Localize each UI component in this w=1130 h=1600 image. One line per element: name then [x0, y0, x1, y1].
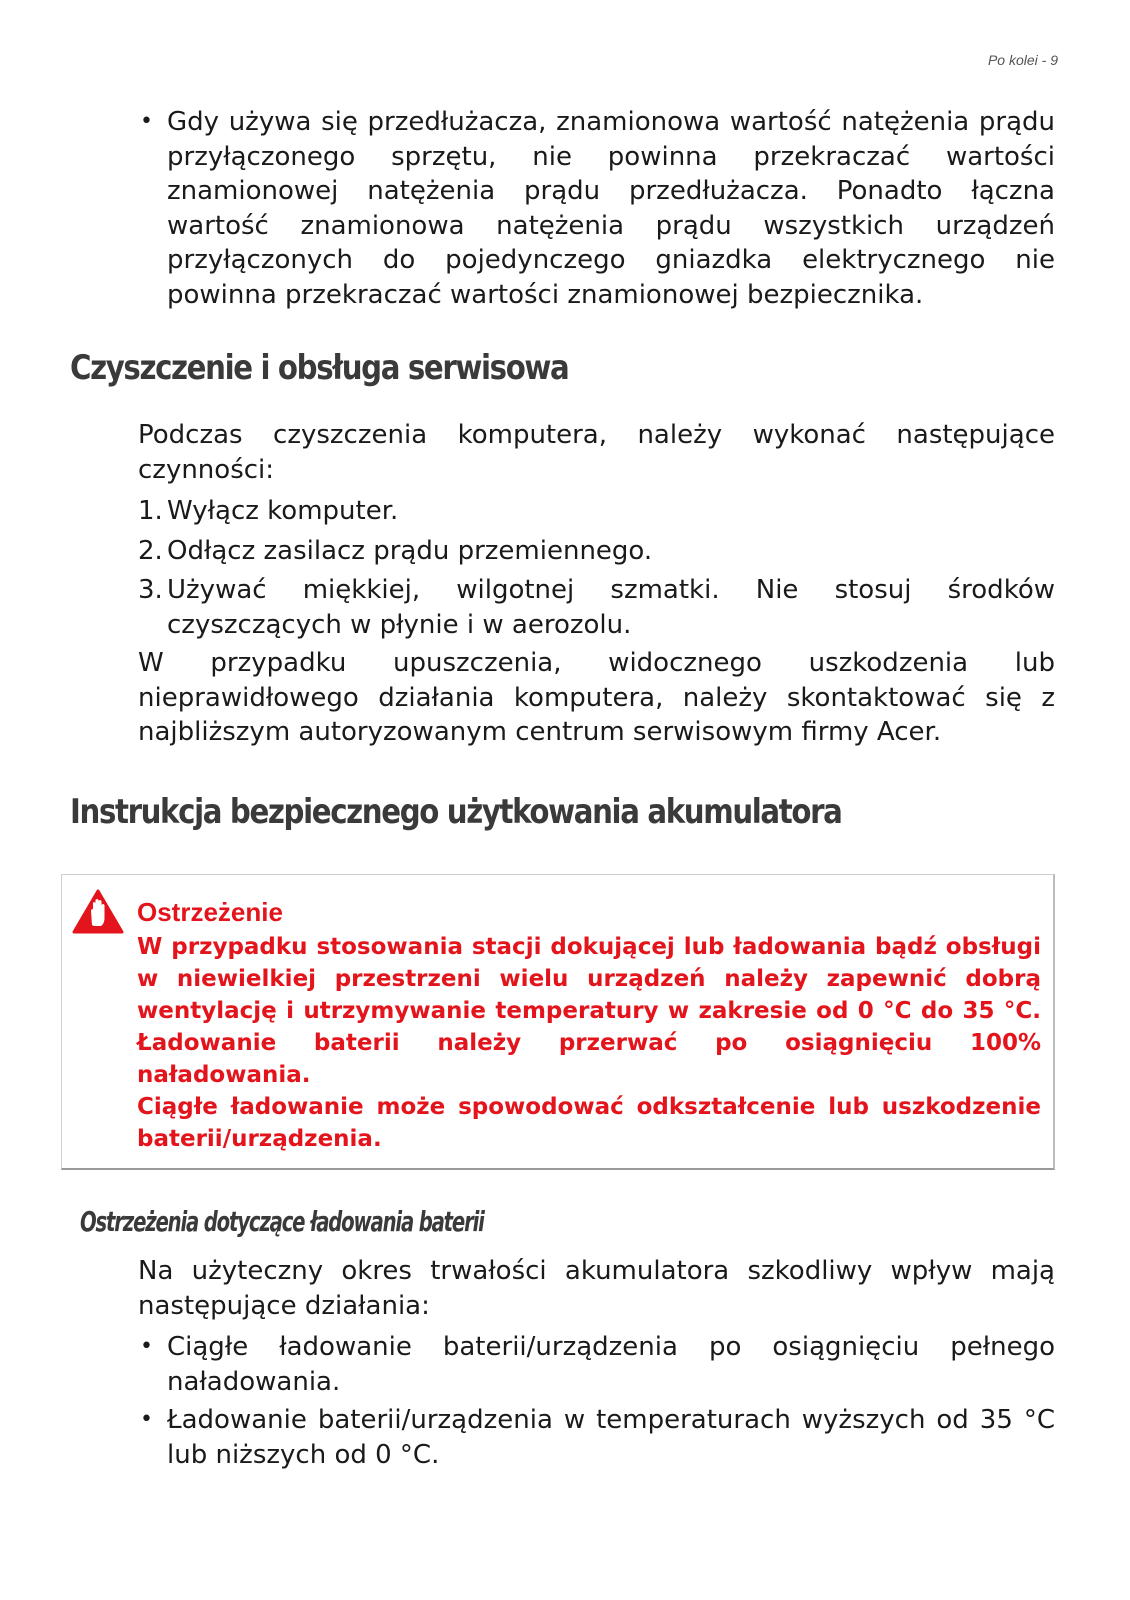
list-item: • Gdy używa się przedłużacza, znamionowa wartość natężenia prądu przyłączonego sprzętu, nie powinna przekraczać wartości znamionowej natężenia prądu przedłużacza. Ponadto łączna wartość znamionowa natężenia prądu wszystkich urządzeń przyłączonych do pojedynczego gniazdka elektrycznego nie powinna przekraczać wartości znamionowej bezpiecznika.: [138, 105, 1055, 312]
step-number: 1.: [138, 496, 163, 526]
section-heading-cleaning: Czyszczenie i obsługa serwisowa: [70, 348, 569, 388]
top-bullet-list: [138, 105, 1055, 316]
list-item: • Ciągłe ładowanie baterii/urządzenia po osiągnięciu pełnego naładowania.: [138, 1330, 1055, 1399]
warning-box: [61, 874, 1055, 1170]
subheading-battery-charging: Ostrzeżenia dotyczące ładowania baterii: [80, 1205, 484, 1238]
list-item: [138, 534, 1055, 569]
step-text: Odłącz zasilacz prądu przemiennego.: [167, 535, 653, 566]
cleaning-steps: [138, 494, 1055, 647]
step-text: Wyłącz komputer.: [167, 496, 399, 526]
warning-paragraph: W przypadku stosowania stacji dokującej lub ładowania bądź obsługi w niewielkiej przestrzeni wielu urządzeń należy zapewnić dobrą wentylację i utrzymywanie temperatury w zakresie od 0 °C do 35 °C. Ładowanie baterii należy przerwać po osiągnięciu 100% naładowania.: [137, 934, 1041, 1088]
cleaning-note: W przypadku upuszczenia, widocznego uszkodzenia lub nieprawidłowego działania komputera, należy skontaktować się z najbliższym autoryzowanym centrum serwisowym firmy Acer.: [138, 648, 1055, 747]
page-header-label: Po kolei - 9: [987, 52, 1058, 68]
step-text: Używać miękkiej, wilgotnej szmatki. Nie stosuj środków czyszczących w płynie i w aerozolu.: [167, 575, 1055, 640]
battery-intro: Na użyteczny okres trwałości akumulatora szkodliwy wpływ mają następujące działania:: [138, 1256, 1055, 1321]
battery-bullet-list: [138, 1330, 1055, 1476]
step-number: 3.: [138, 575, 163, 605]
warning-text: [137, 931, 1041, 1155]
list-item: [138, 494, 1055, 529]
warning-hand-icon: [72, 889, 124, 939]
list-item: • Ładowanie baterii/urządzenia w temperaturach wyższych od 35 °C lub niższych od 0 °C.: [138, 1403, 1055, 1472]
cleaning-intro: Podczas czyszczenia komputera, należy wykonać następujące czynności:: [138, 420, 1055, 485]
list-item: [138, 573, 1055, 642]
section-heading-battery: Instrukcja bezpiecznego użytkowania akumulatora: [70, 792, 842, 832]
warning-paragraph: Ciągłe ładowanie może spowodować odkształcenie lub uszkodzenie baterii/urządzenia.: [137, 1094, 1041, 1152]
step-number: 2.: [138, 535, 163, 566]
warning-title: Ostrzeżenie: [137, 897, 283, 927]
